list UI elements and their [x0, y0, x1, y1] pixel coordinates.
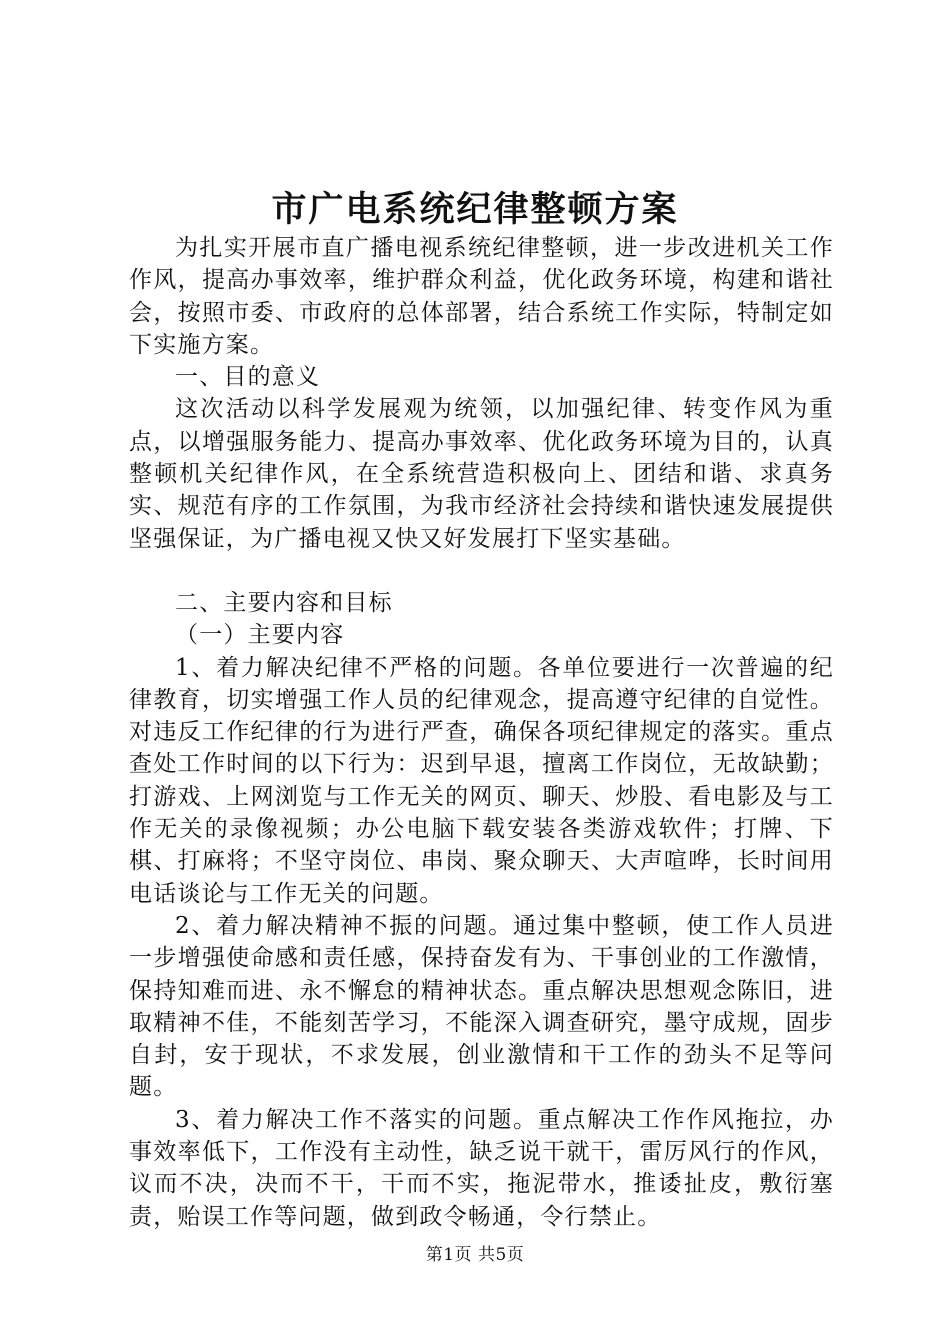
page-number-footer: 第1页 共5页 [425, 1245, 525, 1265]
item-2-paragraph: 2、着力解决精神不振的问题。通过集中整顿，使工作人员进一步增强使命感和责任感，保持奋发有为、干事创业的工作激情，保持知难而进、永不懈怠的精神状态。重点解决思想观念陈旧，进取精神不佳，不能刻苦学习，不能深入调查研究，墨守成规，固步自封，安于现状，不求发展，创业激情和干工作的劲头不足等问题。 [129, 912, 834, 1101]
section-2-heading: 二、主要内容和目标 [175, 589, 393, 616]
page-title: 市广电系统纪律整顿方案 [271, 189, 679, 230]
item-1-paragraph: 1、着力解决纪律不严格的问题。各单位要进行一次普遍的纪律教育，切实增强工作人员的纪律观念，提高遵守纪律的自觉性。对违反工作纪律的行为进行严查，确保各项纪律规定的落实。重点查处工作时间的以下行为：迟到早退，擅离工作岗位，无故缺勤；打游戏、上网浏览与工作无关的网页、聊天、炒股、看电影及与工作无关的录像视频；办公电脑下载安装各类游戏软件；打牌、下棋、打麻将；不坚守岗位、串岗、聚众聊天、大声喧哗，长时间用电话谈论与工作无关的问题。 [129, 654, 834, 907]
document-body [129, 232, 834, 1233]
intro-paragraph: 为扎实开展市直广播电视系统纪律整顿，进一步改进机关工作作风，提高办事效率，维护群众利益，优化政务环境，构建和谐社会，按照市委、市政府的总体部署，结合系统工作实际，特制定如下实施方案。 [129, 235, 834, 358]
section-1-paragraph: 这次活动以科学发展观为统领，以加强纪律、转变作风为重点，以增强服务能力、提高办事效率、优化政务环境为目的，认真整顿机关纪律作风，在全系统营造积极向上、团结和谐、求真务实、规范有序的工作氛围，为我市经济社会持续和谐快速发展提供坚强保证，为广播电视又快又好发展打下坚实基础。 [129, 396, 834, 552]
paragraph-spacer [129, 555, 834, 587]
section-2-subheading: （一）主要内容 [175, 622, 345, 649]
item-3-paragraph: 3、着力解决工作不落实的问题。重点解决工作作风拖拉，办事效率低下，工作没有主动性，缺乏说干就干，雷厉风行的作风，议而不决，决而不干，干而不实，拖泥带水，推诿扯皮，敷衍塞责，贻误工作等问题，做到政令畅通，令行禁止。 [129, 1106, 834, 1230]
section-1-heading: 一、目的意义 [175, 364, 321, 391]
